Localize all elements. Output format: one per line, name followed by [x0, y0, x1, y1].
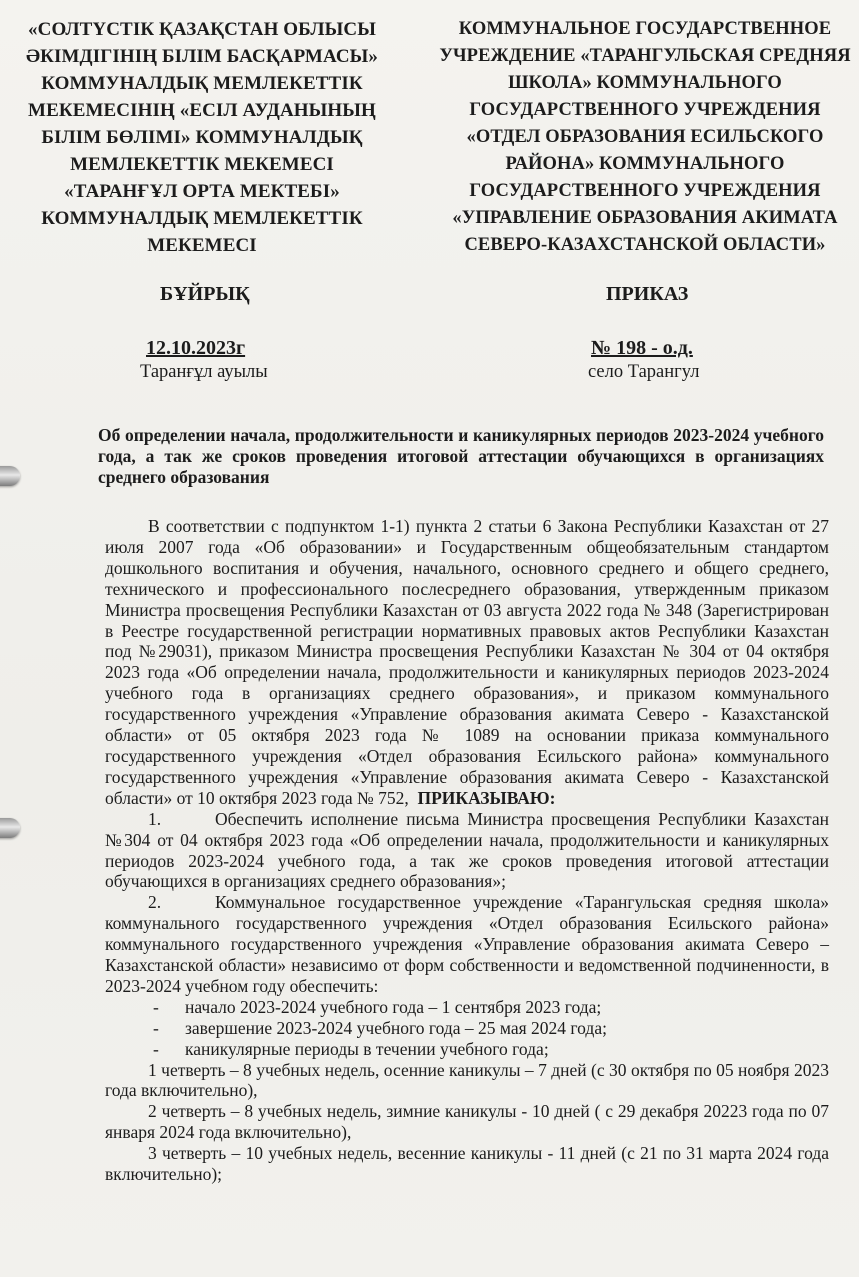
dash-item: - завершение 2023-2024 учебного года – 25 мая 2024 года; [105, 1018, 829, 1039]
preamble-paragraph [105, 516, 829, 809]
doc-kind-kazakh: БҰЙРЫҚ [160, 283, 250, 305]
preamble-text: В соответствии с подпунктом 1-1) пункта 2 статьи 6 Закона Республики Казахстан от 27 июля 2007 года «Об образовании» и Государственным общеобязательным стандартом дошкольного воспитания и обучения, начального, основного среднего и общего среднего, технического и профессионального послесреднего образования, утвержденным приказом Министра просвещения Республики Казахстан от 03 августа 2022 года № 348 (Зарегистрирован в Реестре государственной регистрации нормативных правовых актов Республики Казахстан под №29031), приказом Министра просвещения Республики Казахстан № 304 от 04 октября 2023 года «Об определении начала, продолжительности и каникулярных периодов 2023-2024 учебного года в организациях среднего образования», и приказом коммунального государственного учреждения «Управление образования акимата Северо - Казахстанской области» от 05 октября 2023 года № 1089 на основании приказа коммунального государственного учреждения «Отдел образования Есильского района» коммунального государственного учреждения «Управление образования акимата Северо - Казахстанской области» от 10 октября 2023 года № 752, [105, 516, 829, 808]
order-number: № 198 - о.д. [591, 337, 693, 359]
binder-ring [0, 818, 20, 838]
item-text: Обеспечить исполнение письма Министра просвещения Республики Казахстан №304 от 04 октября 2023 года «Об определении начала, продолжительности и каникулярных периодов 2023-2024 учебного года, а так же сроков проведения итоговой аттестации обучающихся в организациях среднего образования»; [105, 808, 829, 892]
item-number: 1. [148, 808, 162, 829]
dash-item: - начало 2023-2024 учебного года – 1 сентября 2023 года; [105, 997, 829, 1018]
dash-list [105, 997, 829, 1060]
binder-ring [0, 466, 20, 486]
place-kazakh: Таранғұл ауылы [140, 362, 268, 382]
doc-kind-russian: ПРИКАЗ [606, 283, 689, 305]
header-russian: КОММУНАЛЬНОЕ ГОСУДАРСТВЕННОЕ УЧРЕЖДЕНИЕ «ТАРАНГУЛЬСКАЯ СРЕДНЯЯ ШКОЛА» КОММУНАЛЬНОГО ГОСУДАРСТВЕННОГО УЧРЕЖДЕНИЯ «ОТДЕЛ ОБРАЗОВАНИЯ ЕСИЛЬСКОГО РАЙОНА» КОММУНАЛЬНОГО ГОСУДАРСТВЕННОГО УЧРЕЖДЕНИЯ «УПРАВЛЕНИЕ ОБРАЗОВАНИЯ АКИМАТА СЕВЕРО-КАЗАХСТАНСКОЙ ОБЛАСТИ» [439, 19, 851, 255]
quarter-paragraph: 3 четверть – 10 учебных недель, весенние каникулы - 11 дней (с 21 по 31 марта 2024 года включительно); [105, 1143, 829, 1185]
order-title: Об определении начала, продолжительности и каникулярных периодов 2023-2024 учебного года, а так же сроков проведения итоговой аттестации обучающихся в организациях среднего образования [98, 425, 824, 487]
quarter-paragraph: 1 четверть – 8 учебных недель, осенние каникулы – 7 дней (с 30 октября по 05 ноября 2023 года включительно), [105, 1059, 829, 1101]
item-text: Коммунальное государственное учреждение «Тарангульская средняя школа» коммунального государственного учреждения «Отдел образования Есильского района» коммунального государственного учреждения «Управление образования акимата Северо – Казахстанской области» независимо от форм собственности и ведомственной подчиненности, в 2023-2024 учебном году обеспечить: [105, 892, 829, 996]
quarter-paragraph: 2 четверть – 8 учебных недель, зимние каникулы - 10 дней ( с 29 декабря 20223 года по 07 января 2024 года включительно), [105, 1101, 829, 1143]
item-number: 2. [148, 892, 162, 913]
list-item [105, 892, 829, 997]
header-kazakh: «СОЛТҮСТІК ҚАЗАҚСТАН ОБЛЫСЫ ӘКІМДІГІНІҢ БІЛІМ БАСҚАРМАСЫ» КОММУНАЛДЫҚ МЕМЛЕКЕТТІК МЕКЕМЕСІНІҢ «ЕСІЛ АУДАНЫНЫҢ БІЛІМ БӨЛІМІ» КОММУНАЛДЫҚ МЕМЛЕКЕТТІК МЕКЕМЕСІ «ТАРАНҒҰЛ ОРТА МЕКТЕБІ» КОММУНАЛДЫҚ МЕМЛЕКЕТТІК МЕКЕМЕСІ [25, 19, 378, 256]
list-item [105, 809, 829, 893]
place-russian: село Тарангул [588, 362, 700, 382]
order-date: 12.10.2023г [146, 337, 246, 359]
order-word: ПРИКАЗЫВАЮ: [417, 787, 556, 808]
order-body [105, 516, 829, 1185]
dash-item: - каникулярные периоды в течении учебного года; [105, 1039, 829, 1060]
